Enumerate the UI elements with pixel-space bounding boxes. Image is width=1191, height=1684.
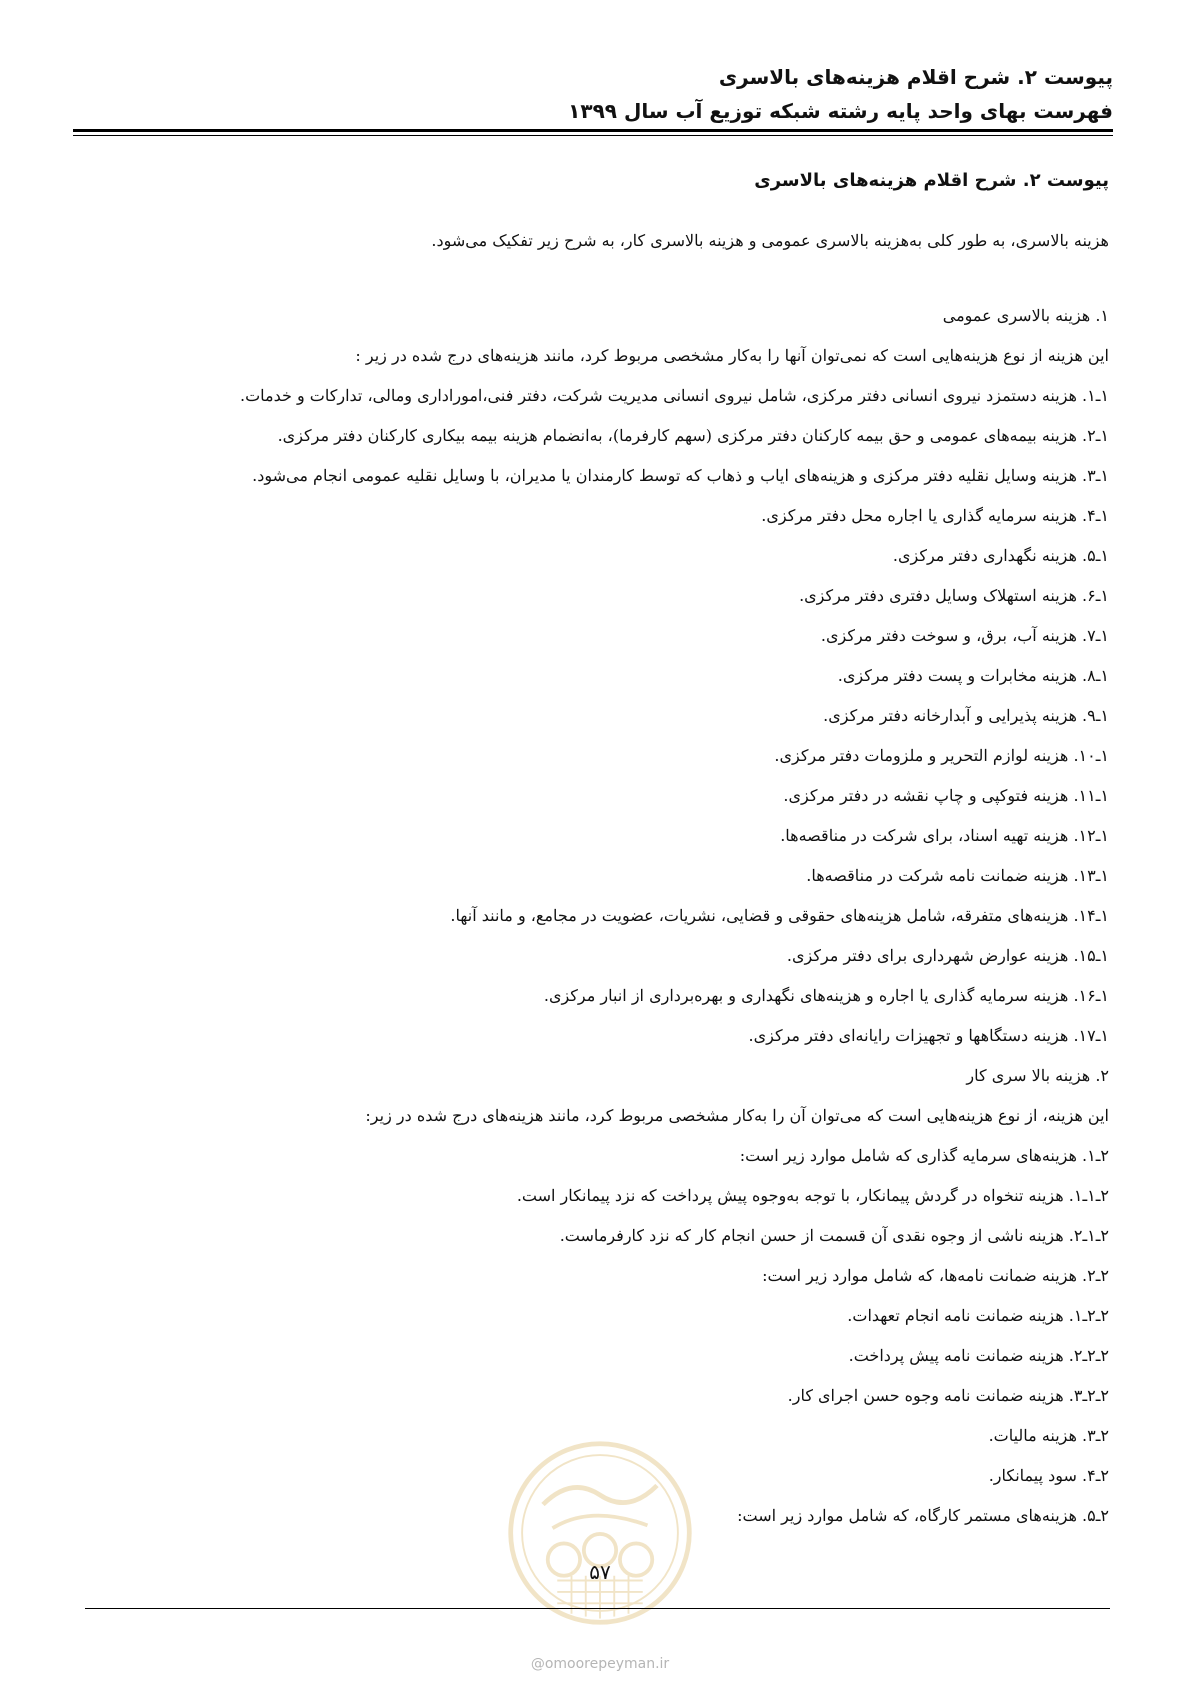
list-item: ۲ـ۲ـ۲. هزینه ضمانت نامه پیش پرداخت.: [848, 1346, 1109, 1365]
header-rule-thick: [73, 129, 1113, 132]
spacer: [79, 260, 1109, 296]
page-header: [73, 60, 1113, 128]
list-item: ۲ـ۴. سود پیمانکار.: [988, 1466, 1109, 1485]
list-item: ۱ـ۱۰. هزینه لوازم التحریر و ملزومات دفتر مرکزی.: [774, 746, 1109, 765]
list-item: ۱ـ۱۷. هزینه دستگاهها و تجهیزات رایانه‌ای دفتر مرکزی.: [748, 1026, 1109, 1045]
list-item: ۲. هزینه بالا سری کار: [966, 1066, 1109, 1085]
document-body: [79, 162, 1109, 1536]
list-item: ۱. هزینه بالاسری عمومی: [942, 306, 1109, 325]
list-item: ۱ـ۱۲. هزینه تهیه اسناد، برای شرکت در مناقصه‌ها.: [780, 826, 1109, 845]
list-item: ۱ـ۵. هزینه نگهداری دفتر مرکزی.: [892, 546, 1109, 565]
list-item: ۱ـ۳. هزینه وسایل نقلیه دفتر مرکزی و هزینه‌های ایاب و ذهاب که توسط کارمندان یا مدیران، با وسایل نقلیه عمومی انجام می‌شود.: [252, 466, 1109, 485]
watermark-text: @omoorepeyman.ir: [530, 1656, 670, 1672]
list-item: ۱ـ۱۵. هزینه عوارض شهرداری برای دفتر مرکزی.: [786, 946, 1109, 965]
list-item: ۱ـ۷. هزینه آب، برق، و سوخت دفتر مرکزی.: [820, 626, 1109, 645]
header-rule-thin: [73, 135, 1113, 136]
list-item: ۲ـ۲ـ۱. هزینه ضمانت نامه انجام تعهدات.: [847, 1306, 1109, 1325]
list-item: ۲ـ۲ـ۳. هزینه ضمانت نامه وجوه حسن اجرای کار.: [787, 1386, 1109, 1405]
list-item: ۱ـ۱۶. هزینه سرمایه گذاری یا اجاره و هزینه‌های نگهداری و بهره‌برداری از انبار مرکزی.: [543, 986, 1109, 1005]
list-item: ۲ـ۵. هزینه‌های مستمر کارگاه، که شامل موارد زیر است:: [737, 1506, 1109, 1525]
header-line-2: فهرست بهای واحد پایه رشته شبکه توزیع آب سال ۱۳۹۹: [568, 99, 1113, 123]
header-line-1: پیوست ۲. شرح اقلام هزینه‌های بالاسری: [718, 65, 1113, 89]
list-item: ۲ـ۳. هزینه مالیات.: [988, 1426, 1109, 1445]
list-item: ۲ـ۱ـ۱. هزینه تنخواه در گردش پیمانکار، با توجه به‌وجوه پیش پرداخت که نزد پیمانکار است.: [516, 1186, 1109, 1205]
list-item: این هزینه، از نوع هزینه‌هایی است که می‌توان آن را به‌کار مشخصی مربوط کرد، مانند هزینه‌های درج شده در زیر:: [365, 1106, 1109, 1125]
list-item: ۱ـ۱۱. هزینه فتوکپی و چاپ نقشه در دفتر مرکزی.: [783, 786, 1109, 805]
list-item: ۱ـ۴. هزینه سرمایه گذاری یا اجاره محل دفتر مرکزی.: [761, 506, 1109, 525]
list-item: ۲ـ۱. هزینه‌های سرمایه گذاری که شامل موارد زیر است:: [739, 1146, 1109, 1165]
intro-paragraph: هزینه بالاسری، به طور کلی به‌هزینه بالاسری عمومی و هزینه بالاسری کار، به شرح زیر تفکیک می‌شود.: [431, 231, 1109, 250]
list-item: ۱ـ۹. هزینه پذیرایی و آبدارخانه دفتر مرکزی.: [823, 706, 1109, 725]
list-item: ۱ـ۲. هزینه بیمه‌های عمومی و حق بیمه کارکنان دفتر مرکزی (سهم کارفرما)، به‌انضمام هزینه بیمه بیکاری کارکنان دفتر مرکزی.: [277, 426, 1109, 445]
list-item: ۱ـ۱۴. هزینه‌های متفرقه، شامل هزینه‌های حقوقی و قضایی، نشریات، عضویت در مجامع، و مانند آنها.: [450, 906, 1109, 925]
list-item: ۲ـ۲. هزینه ضمانت نامه‌ها، که شامل موارد زیر است:: [762, 1266, 1109, 1285]
list-item: ۲ـ۱ـ۲. هزینه ناشی از وجوه نقدی آن قسمت از حسن انجام کار که نزد کارفرماست.: [559, 1226, 1109, 1245]
section-title: پیوست ۲. شرح اقلام هزینه‌های بالاسری: [754, 170, 1109, 191]
list-item: ۱ـ۱. هزینه دستمزد نیروی انسانی دفتر مرکزی، شامل نیروی انسانی مدیریت شرکت، دفتر فنی،اموراداری ومالی، تدارکات و خدمات.: [240, 386, 1109, 405]
footer-rule: [85, 1608, 1110, 1609]
list-item: ۱ـ۸. هزینه مخابرات و پست دفتر مرکزی.: [837, 666, 1109, 685]
seal-logo-icon: [505, 1438, 695, 1628]
list-item: ۱ـ۶. هزینه استهلاک وسایل دفتری دفتر مرکزی.: [799, 586, 1109, 605]
list-item: ۱ـ۱۳. هزینه ضمانت نامه شرکت در مناقصه‌ها.: [806, 866, 1109, 885]
page-number: ۵۷: [589, 1560, 611, 1584]
list-item: این هزینه از نوع هزینه‌هایی است که نمی‌توان آنها را به‌کار مشخصی مربوط کرد، مانند هزینه‌های درج شده در زیر :: [355, 346, 1109, 365]
